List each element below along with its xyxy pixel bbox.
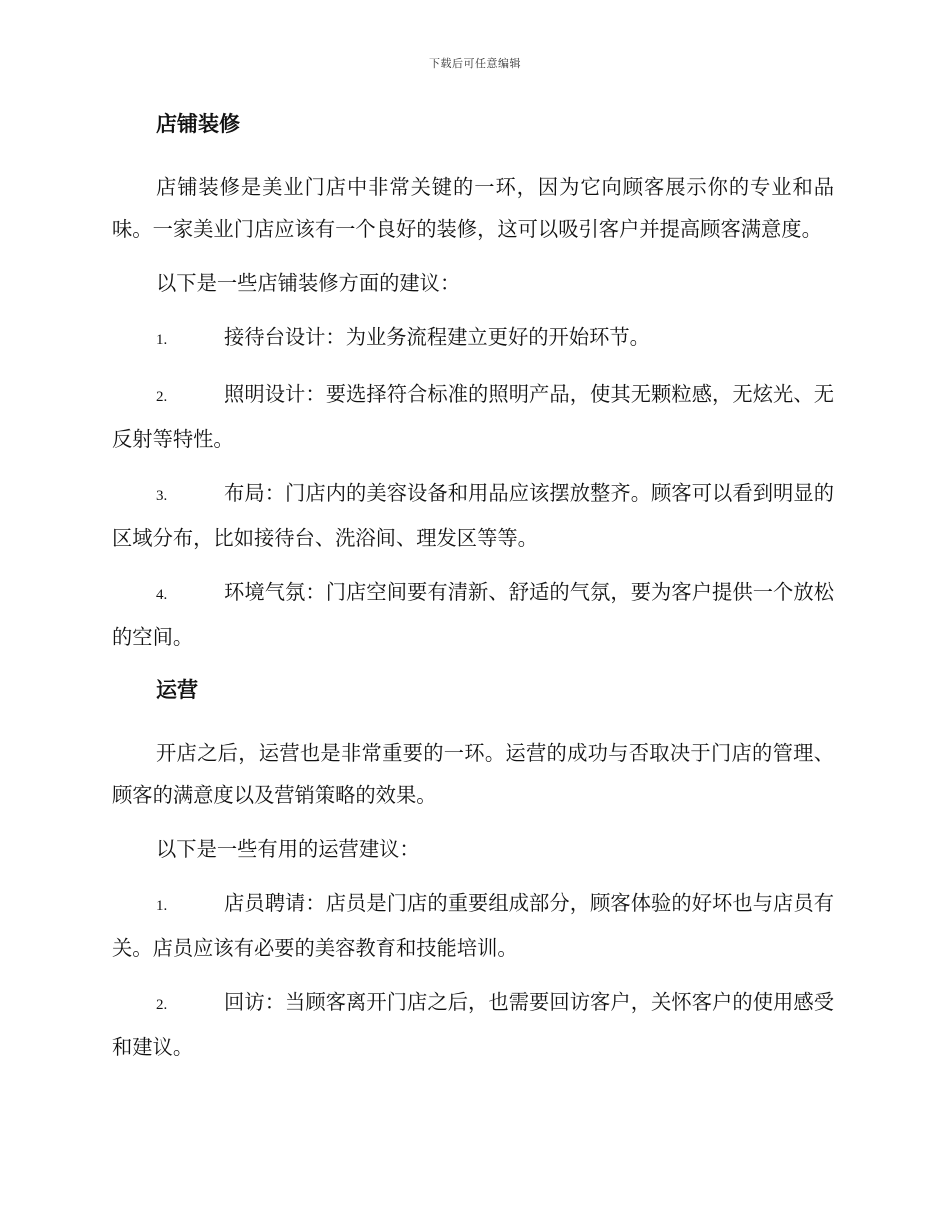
list-item-number: 4. [156, 587, 168, 603]
section-renovation [112, 108, 834, 658]
list-item [112, 571, 834, 658]
list-item-number: 1. [156, 332, 168, 348]
list-item-text: 回访：当顾客离开门店之后，也需要回访客户，关怀客户的使用感受和建议。 [112, 990, 834, 1059]
list-item-text: 环境气氛：门店空间要有清新、舒适的气氛，要为客户提供一个放松的空间。 [112, 580, 834, 649]
document-body [112, 108, 834, 1080]
list-item-text: 接待台设计：为业务流程建立更好的开始环节。 [224, 325, 650, 349]
section-operations [112, 674, 834, 1068]
list-item [112, 981, 834, 1068]
list-item [112, 316, 834, 361]
page-header-note: 下载后可任意编辑 [429, 57, 521, 70]
section-lead-paragraph: 以下是一些店铺装修方面的建议： [156, 271, 461, 295]
list-item [112, 882, 834, 969]
list-item-number: 2. [156, 997, 168, 1013]
section-heading: 运营 [156, 678, 198, 702]
list-item-text: 布局：门店内的美容设备和用品应该摆放整齐。顾客可以看到明显的区域分布，比如接待台、洗浴间、理发区等等。 [112, 481, 834, 550]
section-heading: 店铺装修 [156, 112, 240, 136]
list-item-text: 照明设计：要选择符合标准的照明产品，使其无颗粒感，无炫光、无反射等特性。 [112, 382, 834, 451]
section-intro-paragraph: 开店之后，运营也是非常重要的一环。运营的成功与否取决于门店的管理、顾客的满意度以及营销策略的效果。 [112, 741, 834, 807]
section-intro-paragraph: 店铺装修是美业门店中非常关键的一环，因为它向顾客展示你的专业和品味。一家美业门店应该有一个良好的装修，这可以吸引客户并提高顾客满意度。 [112, 175, 834, 241]
list-item-number: 1. [156, 898, 168, 914]
list-item-number: 2. [156, 389, 168, 405]
list-item-number: 3. [156, 488, 168, 504]
list-item [112, 472, 834, 559]
list-item-text: 店员聘请：店员是门店的重要组成部分，顾客体验的好坏也与店员有关。店员应该有必要的美容教育和技能培训。 [112, 891, 834, 960]
section-lead-paragraph: 以下是一些有用的运营建议： [156, 837, 420, 861]
list-item [112, 373, 834, 460]
